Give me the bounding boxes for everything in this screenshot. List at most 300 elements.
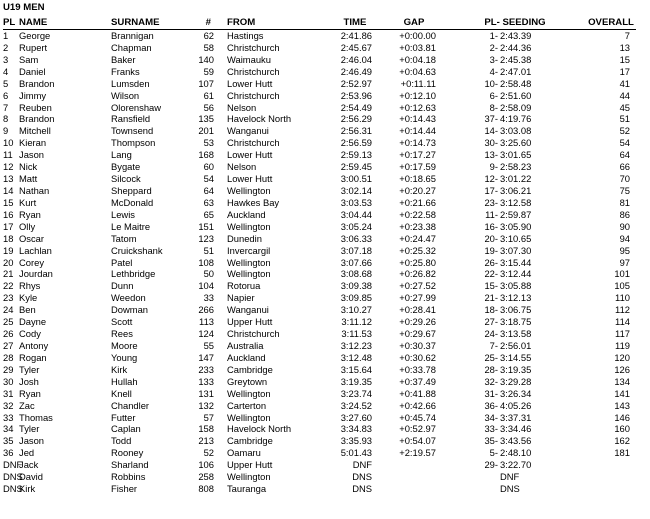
- cell-seeding-time: 4:19.76: [500, 113, 532, 125]
- cell-surname: Dunn: [111, 280, 134, 292]
- cell-name: Kirk: [19, 483, 36, 495]
- cell-from: Wellington: [227, 471, 271, 483]
- cell-from: Christchurch: [227, 328, 280, 340]
- cell-overall: 94: [619, 232, 630, 244]
- cell-number: 54: [203, 173, 214, 185]
- cell-number: 123: [198, 232, 214, 244]
- cell-seeding-time: 2:51.60: [500, 89, 532, 101]
- cell-overall: 54: [619, 137, 630, 149]
- cell-place: 20: [3, 256, 14, 268]
- cell-seeding-time: 3:06.21: [500, 184, 532, 196]
- cell-time: 3:15.64: [340, 363, 372, 375]
- cell-name: Jason: [19, 435, 45, 447]
- cell-gap: +0:04.18: [399, 53, 436, 65]
- cell-number: 108: [198, 256, 214, 268]
- cell-seeding: [470, 245, 550, 257]
- cell-name: Thomas: [19, 411, 53, 423]
- cell-place: 10: [3, 137, 14, 149]
- cell-time: 5:01.43: [340, 447, 372, 459]
- cell-from: Rotorua: [227, 280, 261, 292]
- cell-overall: 141: [614, 387, 630, 399]
- table-row: [0, 185, 650, 197]
- cell-place: 26: [3, 328, 14, 340]
- cell-seeding: [470, 423, 550, 435]
- cell-seeding: [470, 400, 550, 412]
- cell-number: 201: [198, 125, 214, 137]
- cell-name: Rhys: [19, 280, 41, 292]
- cell-seeding: [470, 30, 550, 42]
- header-name: NAME: [19, 17, 48, 28]
- cell-time: 3:08.68: [340, 268, 372, 280]
- cell-seeding: [470, 233, 550, 245]
- table-row: [0, 173, 650, 185]
- cell-seeding-place: 19-: [484, 244, 498, 256]
- table-row: [0, 54, 650, 66]
- cell-overall: 114: [615, 316, 630, 328]
- cell-overall: 52: [619, 125, 630, 137]
- cell-seeding-place: 24-: [484, 328, 498, 340]
- cell-seeding-place: 29-: [484, 459, 498, 471]
- cell-seeding: [470, 447, 550, 459]
- cell-seeding: [470, 42, 550, 54]
- cell-seeding-place: 21-: [484, 292, 498, 304]
- cell-seeding-time: 3:29.28: [500, 375, 532, 387]
- cell-seeding-time: 3:43.56: [500, 435, 532, 447]
- cell-seeding-place: 18-: [484, 304, 498, 316]
- cell-seeding: [470, 257, 550, 269]
- cell-from: Havelock North: [227, 423, 292, 435]
- cell-place: 8: [3, 113, 9, 125]
- cell-gap: +0:20.27: [399, 184, 436, 196]
- cell-seeding-time: 3:25.60: [500, 137, 532, 149]
- cell-from: Greytown: [227, 375, 268, 387]
- cell-number: 132: [198, 399, 214, 411]
- table-row: [0, 459, 650, 471]
- cell-seeding-time: 2:47.01: [500, 65, 532, 77]
- cell-surname: Wilson: [111, 89, 140, 101]
- cell-surname: Hullah: [111, 375, 138, 387]
- cell-gap: +0:12.10: [399, 89, 436, 101]
- cell-seeding: [470, 328, 550, 340]
- cell-from: Hawkes Bay: [227, 196, 280, 208]
- cell-surname: Dowman: [111, 304, 148, 316]
- cell-from: Napier: [227, 292, 255, 304]
- cell-seeding-time: 3:07.30: [500, 244, 532, 256]
- cell-time: 3:11.12: [341, 316, 372, 328]
- cell-seeding-time: 3:12.13: [500, 292, 532, 304]
- cell-overall: 41: [619, 77, 630, 89]
- table-row: [0, 209, 650, 221]
- table-row: [0, 161, 650, 173]
- table-row: [0, 412, 650, 424]
- cell-time: 3:06.33: [340, 232, 372, 244]
- table-row: [0, 268, 650, 280]
- cell-seeding: [470, 113, 550, 125]
- cell-overall: 75: [619, 184, 630, 196]
- cell-overall: 120: [614, 351, 630, 363]
- table-row: [0, 376, 650, 388]
- cell-number: 53: [203, 137, 214, 149]
- cell-from: Nelson: [227, 161, 257, 173]
- table-row: [0, 471, 650, 483]
- cell-gap: +0:04.63: [399, 65, 436, 77]
- cell-seeding-time: 2:58.48: [500, 77, 532, 89]
- cell-seeding-time: 3:12.44: [500, 268, 532, 280]
- cell-from: Lower Hutt: [227, 77, 273, 89]
- cell-gap: +0:14.43: [399, 113, 436, 125]
- cell-number: 124: [198, 328, 214, 340]
- cell-overall: 90: [619, 220, 630, 232]
- cell-seeding-time: 3:05.90: [500, 220, 532, 232]
- cell-surname: Scott: [111, 316, 133, 328]
- cell-time: DNF: [352, 459, 372, 471]
- cell-place: 2: [3, 41, 9, 53]
- cell-seeding-place: 34-: [484, 411, 498, 423]
- table-row: [0, 66, 650, 78]
- cell-number: 62: [203, 30, 214, 41]
- cell-surname: Lang: [111, 149, 132, 161]
- header-number: #: [205, 17, 211, 28]
- table-row: [0, 328, 650, 340]
- cell-seeding-place: 25-: [484, 351, 498, 363]
- cell-seeding: [470, 197, 550, 209]
- cell-place: 19: [3, 244, 14, 256]
- header-time: TIME: [343, 17, 367, 28]
- cell-name: Jimmy: [19, 89, 47, 101]
- cell-number: 63: [203, 196, 214, 208]
- cell-name: Nathan: [19, 184, 50, 196]
- cell-overall: 81: [619, 196, 630, 208]
- table-row: [0, 316, 650, 328]
- cell-overall: 15: [619, 53, 630, 65]
- cell-seeding: [470, 340, 550, 352]
- cell-gap: +0:37.49: [399, 375, 436, 387]
- cell-from: Christchurch: [227, 65, 280, 77]
- cell-seeding: [470, 149, 550, 161]
- cell-seeding-place: 15-: [484, 280, 498, 292]
- cell-name: Brandon: [19, 113, 55, 125]
- cell-gap: +0:29.67: [399, 328, 436, 340]
- cell-place: 24: [3, 304, 14, 316]
- cell-from: Upper Hutt: [227, 459, 273, 471]
- cell-seeding-time: 2:45.38: [500, 53, 532, 65]
- cell-name: Rupert: [19, 41, 48, 53]
- cell-number: 113: [199, 316, 214, 328]
- cell-place: DNS: [3, 471, 23, 483]
- cell-number: 61: [203, 89, 214, 101]
- cell-surname: Lewis: [111, 208, 135, 220]
- cell-gap: +0:17.59: [399, 161, 436, 173]
- cell-gap: +0:28.41: [399, 304, 436, 316]
- header-overall: OVERALL: [588, 17, 634, 28]
- cell-number: 50: [203, 268, 214, 280]
- cell-name: Antony: [19, 339, 49, 351]
- cell-overall: 70: [619, 173, 630, 185]
- table-row: [0, 257, 650, 269]
- cell-name: Mitchell: [19, 125, 51, 137]
- cell-number: 133: [198, 375, 214, 387]
- cell-overall: 64: [619, 149, 630, 161]
- cell-overall: 181: [614, 447, 630, 459]
- table-row: [0, 30, 650, 42]
- cell-seeding-time: 3:06.75: [500, 304, 532, 316]
- cell-from: Christchurch: [227, 137, 280, 149]
- cell-seeding-time: 3:12.58: [500, 196, 532, 208]
- cell-surname: Cruickshank: [111, 244, 163, 256]
- header-from: FROM: [227, 17, 256, 28]
- cell-seeding-time: 3:13.58: [500, 328, 532, 340]
- cell-time: 3:07.66: [340, 256, 372, 268]
- table-row: [0, 364, 650, 376]
- cell-seeding: [470, 280, 550, 292]
- cell-time: 3:05.24: [340, 220, 372, 232]
- cell-seeding-time: 2:58.09: [500, 101, 532, 113]
- cell-surname: Chandler: [111, 399, 150, 411]
- cell-seeding-time: 4:05.26: [500, 399, 532, 411]
- cell-place: DNS: [3, 483, 23, 495]
- cell-seeding: [470, 352, 550, 364]
- cell-seeding-place: 1-: [489, 30, 498, 41]
- cell-surname: Thompson: [111, 137, 156, 149]
- cell-surname: Futter: [111, 411, 136, 423]
- cell-surname: Kirk: [111, 363, 128, 375]
- table-row: [0, 221, 650, 233]
- cell-time: 3:12.23: [340, 339, 372, 351]
- cell-seeding: [470, 66, 550, 78]
- cell-seeding: [470, 412, 550, 424]
- cell-place: 28: [3, 351, 14, 363]
- cell-from: Havelock North: [227, 113, 292, 125]
- cell-overall: 51: [619, 113, 630, 125]
- cell-from: Oamaru: [227, 447, 261, 459]
- cell-place: 7: [3, 101, 9, 113]
- cell-gap: +0:23.38: [399, 220, 436, 232]
- cell-number: 33: [203, 292, 214, 304]
- cell-name: Jason: [19, 149, 45, 161]
- cell-seeding: [470, 221, 550, 233]
- cell-seeding: [470, 78, 550, 90]
- cell-time: 2:53.96: [340, 89, 372, 101]
- cell-overall: 13: [619, 41, 630, 53]
- cell-place: 35: [3, 435, 14, 447]
- header-surname: SURNAME: [111, 17, 160, 28]
- cell-gap: +0:25.32: [399, 244, 436, 256]
- cell-seeding: [470, 102, 550, 114]
- cell-place: 17: [3, 220, 14, 232]
- cell-seeding: [470, 483, 550, 495]
- cell-from: Cambridge: [227, 363, 273, 375]
- cell-name: Dayne: [19, 316, 47, 328]
- cell-number: 131: [198, 387, 214, 399]
- cell-seeding: [470, 209, 550, 221]
- cell-gap: +2:19.57: [399, 447, 436, 459]
- cell-seeding: [470, 161, 550, 173]
- cell-seeding-place: 20-: [484, 232, 498, 244]
- cell-number: 158: [198, 423, 214, 435]
- cell-seeding-place: 36-: [484, 399, 498, 411]
- cell-overall: 105: [614, 280, 630, 292]
- cell-name: Reuben: [19, 101, 52, 113]
- cell-seeding-place: 26-: [484, 256, 498, 268]
- cell-from: Wanganui: [227, 125, 269, 137]
- cell-from: Wellington: [227, 268, 271, 280]
- cell-name: Jourdan: [19, 268, 53, 280]
- cell-overall: 44: [619, 89, 630, 101]
- cell-from: Auckland: [227, 208, 266, 220]
- cell-overall: 45: [619, 101, 630, 113]
- table-row: [0, 42, 650, 54]
- cell-from: Nelson: [227, 101, 257, 113]
- cell-from: Waimauku: [227, 53, 271, 65]
- cell-seeding-place: 33-: [484, 423, 498, 435]
- cell-overall: 86: [619, 208, 630, 220]
- cell-seeding-place: 2-: [489, 41, 498, 53]
- cell-time: 3:12.48: [340, 351, 372, 363]
- cell-seeding-time: DNS: [500, 483, 520, 495]
- cell-place: 34: [3, 423, 14, 435]
- cell-surname: Baker: [111, 53, 136, 65]
- table-row: [0, 423, 650, 435]
- cell-overall: 7: [624, 30, 630, 41]
- cell-seeding-time: 3:37.31: [500, 411, 532, 423]
- cell-from: Wellington: [227, 220, 271, 232]
- cell-overall: 112: [615, 304, 630, 316]
- cell-place: 12: [3, 161, 14, 173]
- table-row: [0, 233, 650, 245]
- cell-time: 3:09.38: [340, 280, 372, 292]
- cell-time: 3:23.74: [340, 387, 372, 399]
- cell-gap: +0:11.11: [400, 77, 436, 89]
- cell-number: 258: [198, 471, 214, 483]
- cell-overall: 160: [614, 423, 630, 435]
- table-row: [0, 197, 650, 209]
- cell-seeding-time: 3:05.88: [500, 280, 532, 292]
- table-row: [0, 102, 650, 114]
- cell-overall: 117: [615, 328, 630, 340]
- cell-place: 22: [3, 280, 14, 292]
- cell-number: 52: [203, 447, 214, 459]
- cell-name: Jack: [19, 459, 39, 471]
- cell-from: Hastings: [227, 30, 264, 41]
- cell-seeding-place: 11-: [485, 208, 498, 220]
- cell-from: Australia: [227, 339, 264, 351]
- cell-gap: +0:52.97: [399, 423, 436, 435]
- cell-seeding: [470, 471, 550, 483]
- cell-gap: +0:14.73: [399, 137, 436, 149]
- cell-surname: Olorenshaw: [111, 101, 162, 113]
- cell-seeding-place: 30-: [484, 137, 498, 149]
- cell-seeding-time: 2:58.23: [500, 161, 532, 173]
- page-title: U19 MEN: [3, 2, 45, 13]
- cell-surname: Ransfield: [111, 113, 151, 125]
- cell-place: 36: [3, 447, 14, 459]
- cell-time: 3:24.52: [340, 399, 372, 411]
- cell-gap: +0:22.58: [399, 208, 436, 220]
- cell-overall: 95: [619, 244, 630, 256]
- cell-overall: 110: [615, 292, 630, 304]
- cell-surname: Sheppard: [111, 184, 152, 196]
- cell-surname: Fisher: [111, 483, 138, 495]
- cell-from: Carterton: [227, 399, 267, 411]
- cell-seeding-time: 2:44.36: [500, 41, 532, 53]
- cell-place: 33: [3, 411, 14, 423]
- cell-number: 56: [203, 101, 214, 113]
- cell-surname: Townsend: [111, 125, 154, 137]
- cell-number: 55: [203, 339, 214, 351]
- cell-seeding: [470, 268, 550, 280]
- cell-seeding: [470, 292, 550, 304]
- cell-surname: Tatom: [111, 232, 137, 244]
- cell-surname: Rooney: [111, 447, 144, 459]
- cell-surname: McDonald: [111, 196, 154, 208]
- cell-seeding-place: 7-: [489, 339, 498, 351]
- cell-name: Corey: [19, 256, 45, 268]
- cell-time: 2:56.59: [340, 137, 372, 149]
- cell-from: Christchurch: [227, 89, 280, 101]
- cell-from: Wellington: [227, 411, 271, 423]
- cell-place: 23: [3, 292, 14, 304]
- cell-gap: +0:27.52: [399, 280, 436, 292]
- cell-seeding: [470, 90, 550, 102]
- cell-place: DNF: [3, 459, 23, 471]
- cell-name: Jed: [19, 447, 35, 459]
- cell-name: George: [19, 30, 51, 41]
- cell-seeding-place: 12-: [484, 173, 498, 185]
- cell-seeding-time: 3:14.55: [500, 351, 532, 363]
- cell-time: 3:10.27: [340, 304, 372, 316]
- cell-from: Wellington: [227, 184, 271, 196]
- cell-overall: 97: [619, 256, 630, 268]
- cell-time: 3:07.18: [340, 244, 372, 256]
- cell-from: Upper Hutt: [227, 316, 273, 328]
- table-row: [0, 400, 650, 412]
- table-row: [0, 90, 650, 102]
- table-row: [0, 149, 650, 161]
- cell-surname: Franks: [111, 65, 140, 77]
- cell-time: DNS: [352, 483, 372, 495]
- cell-surname: Young: [111, 351, 138, 363]
- cell-place: 27: [3, 339, 14, 351]
- cell-seeding-place: 27-: [484, 316, 498, 328]
- cell-place: 29: [3, 363, 14, 375]
- cell-from: Auckland: [227, 351, 266, 363]
- cell-gap: +0:12.63: [399, 101, 436, 113]
- cell-name: Lachlan: [19, 244, 52, 256]
- cell-from: Tauranga: [227, 483, 267, 495]
- cell-seeding: [470, 304, 550, 316]
- cell-from: Dunedin: [227, 232, 262, 244]
- cell-seeding: [470, 388, 550, 400]
- cell-number: 65: [203, 208, 214, 220]
- cell-name: Ryan: [19, 387, 41, 399]
- table-row: [0, 280, 650, 292]
- cell-from: Wanganui: [227, 304, 269, 316]
- cell-seeding-time: 2:48.10: [500, 447, 532, 459]
- cell-surname: Patel: [111, 256, 133, 268]
- cell-seeding-time: 3:22.70: [500, 459, 532, 471]
- cell-from: Wellington: [227, 387, 271, 399]
- cell-time: 3:34.83: [340, 423, 372, 435]
- cell-seeding-time: 3:10.65: [500, 232, 532, 244]
- cell-number: 57: [203, 411, 214, 423]
- cell-number: 213: [198, 435, 214, 447]
- table-row: [0, 78, 650, 90]
- cell-seeding-place: 8-: [489, 101, 498, 113]
- cell-seeding: [470, 376, 550, 388]
- cell-seeding-place: 31-: [484, 387, 498, 399]
- cell-seeding: [470, 364, 550, 376]
- cell-seeding: [470, 54, 550, 66]
